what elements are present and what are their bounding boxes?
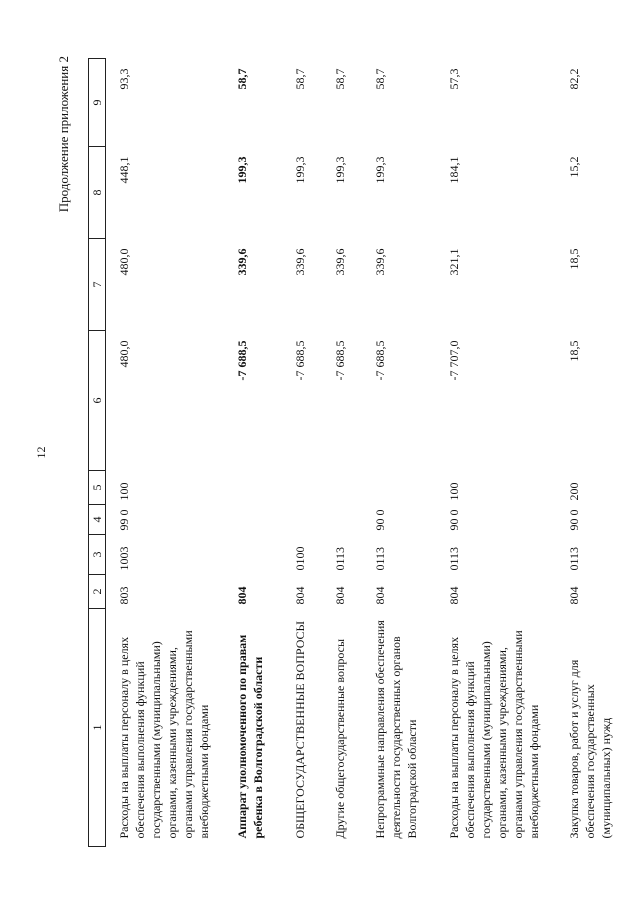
code-cell: 0113 xyxy=(447,546,461,571)
header-cell: 4 xyxy=(89,505,106,535)
header-cell: 1 xyxy=(89,609,106,847)
row-label: Закупка товаров, работ и услуг для обеспечения государственных (муниципальных) нужд xyxy=(567,659,613,839)
code-cell: 804 xyxy=(373,586,387,605)
value-cell: 339,6 xyxy=(293,248,307,276)
code-cell: 804 xyxy=(293,586,307,605)
value-cell: 199,3 xyxy=(293,156,307,184)
code-cell: 0113 xyxy=(333,546,347,571)
row-label: Другие общегосударственные вопросы xyxy=(333,638,347,839)
code-cell: 804 xyxy=(567,586,581,605)
value-cell: 82,2 xyxy=(567,68,581,90)
table-row xyxy=(362,59,436,847)
value-cell: 58,7 xyxy=(333,68,347,90)
value-cell: -7 688,5 xyxy=(333,340,347,381)
code-cell: 0113 xyxy=(567,546,581,571)
header-cell: 8 xyxy=(89,147,106,239)
code-cell xyxy=(362,471,436,505)
value-cell: 339,6 xyxy=(373,248,387,276)
value-cell: 199,3 xyxy=(235,156,249,184)
table-row xyxy=(322,59,362,847)
code-cell: 90 0 xyxy=(567,509,581,531)
value-cell: 448,1 xyxy=(117,156,131,184)
code-cell xyxy=(224,471,282,505)
header-cell: 7 xyxy=(89,239,106,331)
header-cell: 3 xyxy=(89,535,106,575)
value-cell: 58,7 xyxy=(235,68,249,90)
code-cell: 803 xyxy=(117,586,131,605)
code-cell: 0100 xyxy=(293,546,307,571)
budget-table xyxy=(88,58,630,847)
value-cell: 15,2 xyxy=(567,156,581,178)
code-cell: 0113 xyxy=(373,546,387,571)
value-cell: -7 688,5 xyxy=(293,340,307,381)
row-label: Расходы на выплаты персоналу в целях обеспечения выполнения функций государственными (муниципальными) органами, казенными учреждениями, органами управления государственными внебюджетными фондами xyxy=(117,630,211,839)
value-cell: 58,7 xyxy=(293,68,307,90)
table-row xyxy=(224,59,282,847)
code-cell xyxy=(224,535,282,575)
value-cell: 339,6 xyxy=(333,248,347,276)
code-cell: 1003 xyxy=(117,546,131,571)
value-cell: -7 707,0 xyxy=(447,340,461,381)
table-row xyxy=(436,59,556,847)
value-cell: 18,5 xyxy=(567,340,581,362)
row-label: ОБЩЕГОСУДАРСТВЕННЫЕ ВОПРОСЫ xyxy=(293,621,307,839)
value-cell: 199,3 xyxy=(333,156,347,184)
code-cell: 90 0 xyxy=(373,509,387,531)
value-cell: 480,0 xyxy=(117,340,131,368)
code-cell xyxy=(322,505,362,535)
value-cell: -7 688,5 xyxy=(235,340,249,381)
header-row xyxy=(89,59,106,847)
header-cell: 9 xyxy=(89,59,106,147)
code-cell xyxy=(224,505,282,535)
code-cell: 90 0 xyxy=(447,509,461,531)
code-cell: 100 xyxy=(447,482,461,501)
code-cell: 200 xyxy=(567,482,581,501)
code-cell xyxy=(282,505,322,535)
value-cell: 339,6 xyxy=(235,248,249,276)
code-cell: 804 xyxy=(447,586,461,605)
code-cell: 804 xyxy=(235,586,249,605)
value-cell: 18,5 xyxy=(567,248,581,270)
value-cell: 93,3 xyxy=(117,68,131,90)
value-cell: 57,3 xyxy=(447,68,461,90)
table-row xyxy=(556,59,630,847)
code-cell xyxy=(322,471,362,505)
code-cell: 804 xyxy=(333,586,347,605)
row-label: Аппарат уполномоченного по правам ребенка в Волгоградской области xyxy=(235,634,265,839)
table-row xyxy=(106,59,225,847)
code-cell xyxy=(282,471,322,505)
appendix-title: Продолжение приложения 2 xyxy=(56,56,71,213)
value-cell: 58,7 xyxy=(373,68,387,90)
value-cell: 184,1 xyxy=(447,156,461,184)
page-number: 12 xyxy=(34,446,48,459)
value-cell: 321,1 xyxy=(447,248,461,276)
value-cell: -7 688,5 xyxy=(373,340,387,381)
header-cell: 6 xyxy=(89,331,106,471)
header-cell: 5 xyxy=(89,471,106,505)
value-cell: 199,3 xyxy=(373,156,387,184)
value-cell: 480,0 xyxy=(117,248,131,276)
code-cell: 100 xyxy=(117,482,131,501)
code-cell: 99 0 xyxy=(117,509,131,531)
row-label: Непрограммные направления обеспечения деятельности государственных органов Волгоградской области xyxy=(373,620,419,839)
table-row xyxy=(282,59,322,847)
header-cell: 2 xyxy=(89,575,106,609)
row-label: Расходы на выплаты персоналу в целях обеспечения выполнения функций государственными (муниципальными) органами, казенными учреждениями, органами управления государственными внебюджетными фондами xyxy=(447,630,541,839)
